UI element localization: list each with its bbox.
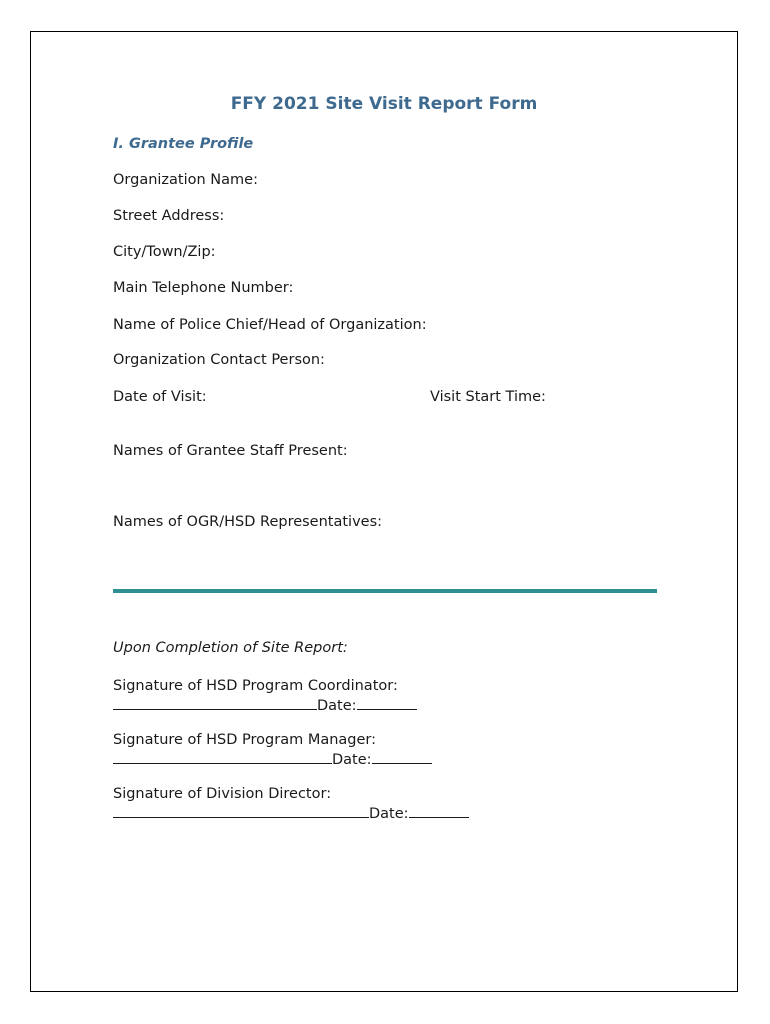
date-blank bbox=[409, 803, 469, 818]
signature-label: Signature of HSD Program Manager: bbox=[113, 732, 377, 748]
signature-blank bbox=[113, 803, 369, 818]
signature-block-division-director bbox=[113, 785, 469, 823]
date-label: Date: bbox=[332, 752, 372, 768]
date-label: Date: bbox=[369, 806, 409, 822]
field-label-police-chief: Name of Police Chief/Head of Organization: bbox=[113, 317, 427, 333]
section-heading-grantee-profile: I. Grantee Profile bbox=[113, 136, 254, 152]
signature-label: Signature of Division Director: bbox=[113, 786, 332, 802]
section-divider bbox=[113, 589, 657, 593]
field-label-visit-start-time: Visit Start Time: bbox=[430, 389, 546, 405]
signature-blank bbox=[113, 749, 332, 764]
signature-blank bbox=[113, 695, 317, 710]
form-page bbox=[30, 31, 738, 992]
field-label-ogr-hsd-reps: Names of OGR/HSD Representatives: bbox=[113, 514, 383, 530]
completion-note: Upon Completion of Site Report: bbox=[113, 640, 348, 656]
date-label: Date: bbox=[317, 698, 357, 714]
form-title: FFY 2021 Site Visit Report Form bbox=[230, 94, 538, 114]
field-label-contact-person: Organization Contact Person: bbox=[113, 352, 325, 368]
date-blank bbox=[357, 695, 417, 710]
field-label-organization-name: Organization Name: bbox=[113, 172, 258, 188]
field-label-date-of-visit: Date of Visit: bbox=[113, 389, 207, 405]
field-label-grantee-staff: Names of Grantee Staff Present: bbox=[113, 443, 348, 459]
field-label-city-town-zip: City/Town/Zip: bbox=[113, 244, 216, 260]
signature-block-program-manager bbox=[113, 731, 432, 769]
signature-label: Signature of HSD Program Coordinator: bbox=[113, 678, 398, 694]
date-blank bbox=[372, 749, 432, 764]
signature-block-program-coordinator bbox=[113, 677, 417, 715]
field-label-main-telephone: Main Telephone Number: bbox=[113, 280, 294, 296]
field-label-street-address: Street Address: bbox=[113, 208, 225, 224]
